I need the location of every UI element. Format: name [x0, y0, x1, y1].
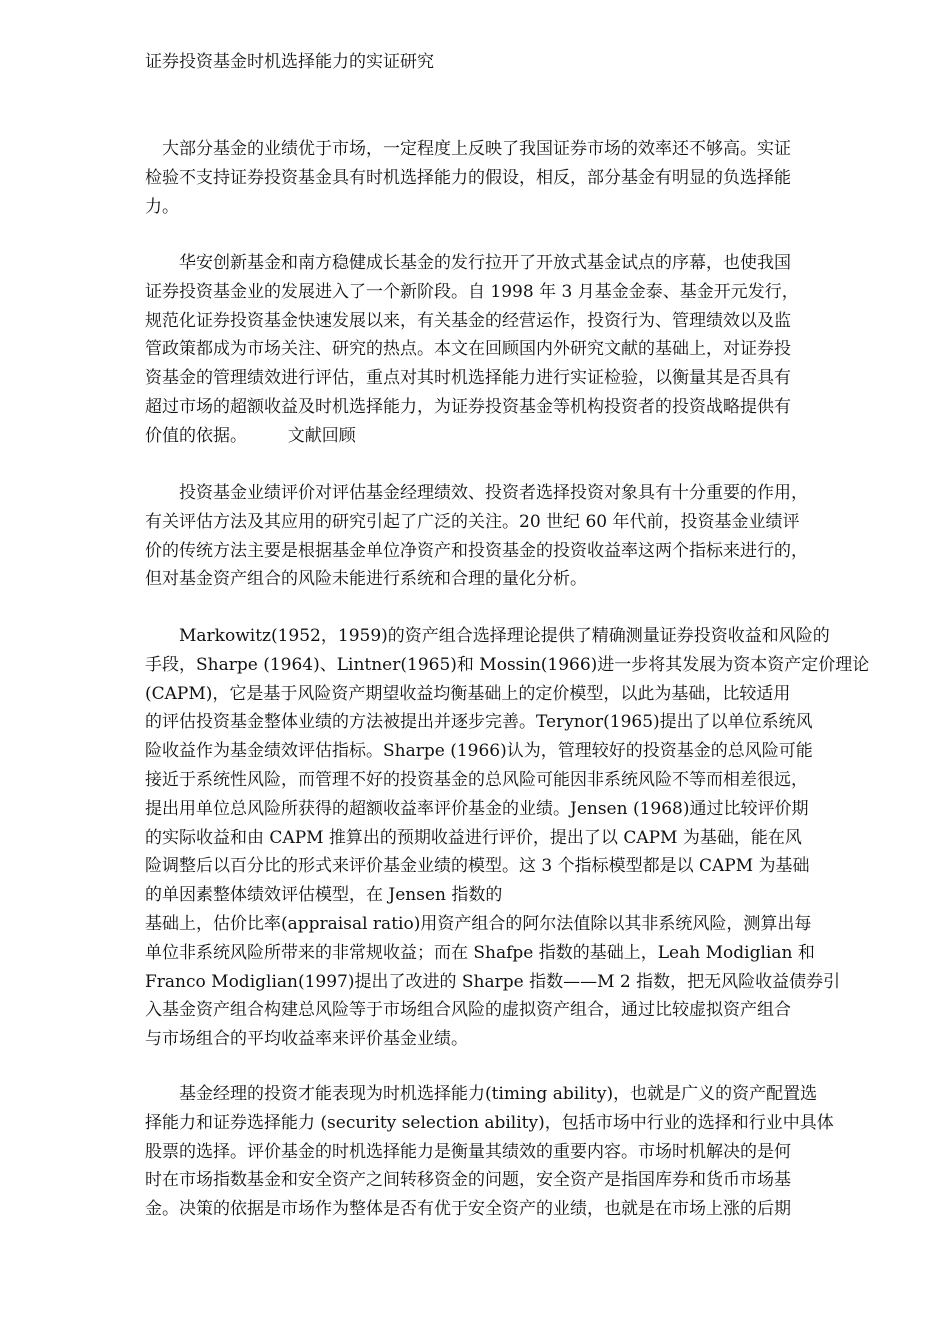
paragraph-evaluation-methods	[145, 479, 885, 594]
text-line	[145, 422, 885, 451]
text-line: 有关评估方法及其应用的研究引起了广泛的关注。20 世纪 60 年代前，投资基金业绩评	[145, 511, 800, 532]
text-line: 单位非系统风险所带来的非常规收益；而在 Shafpe 指数的基础上，Leah Modiglian 和	[145, 942, 815, 963]
section-heading-literature-review: 文献回顾	[287, 425, 356, 446]
text-line: 资基金的管理绩效进行评估，重点对其时机选择能力进行实证检验，以衡量其是否具有	[145, 368, 791, 389]
text-line: 华安创新基金和南方稳健成长基金的发行拉开了开放式基金试点的序幕，也使我国	[145, 253, 791, 273]
text-line: 但对基金资产组合的风险未能进行系统和合理的量化分析。	[145, 569, 587, 590]
text-line: 股票的选择。评价基金的时机选择能力是衡量其绩效的重要内容。市场时机解决的是何	[145, 1141, 791, 1162]
text-line: 管政策都成为市场关注、研究的热点。本文在回顾国内外研究文献的基础上，对证券投	[145, 339, 791, 360]
text-line: 检验不支持证券投资基金具有时机选择能力的假设，相反，部分基金有明显的负选择能	[145, 167, 791, 188]
text-line: 入基金资产组合构建总风险等于市场组合风险的虚拟资产组合，通过比较虚拟资产组合	[145, 1000, 791, 1021]
paragraph-summary	[145, 135, 885, 221]
paragraph-capm-models	[145, 622, 885, 1054]
text-line: 基金经理的投资才能表现为时机选择能力(timing ability)，也就是广义的资产配置选	[145, 1084, 818, 1104]
document-title: 证券投资基金时机选择能力的实证研究	[145, 52, 434, 72]
text-line: 力。	[145, 196, 179, 217]
text-line: 手段，Sharpe (1964)、Lintner(1965)和 Mossin(1966)进一步将其发展为资本资产定价理论	[145, 654, 870, 675]
text-line: 的单因素整体绩效评估模型，在 Jensen 指数的	[145, 885, 503, 906]
text-line: 时在市场指数基金和安全资产之间转移资金的问题，安全资产是指国库券和货币市场基	[145, 1170, 791, 1191]
text-line: (CAPM)，它是基于风险资产期望收益均衡基础上的定价模型，以此为基础，比较适用	[145, 683, 791, 704]
text-line: 投资基金业绩评价对评估基金经理绩效、投资者选择投资对象具有十分重要的作用，	[145, 483, 808, 503]
text-line: 规范化证券投资基金快速发展以来，有关基金的经营运作，投资行为、管理绩效以及监	[145, 310, 791, 331]
text-line: 接近于系统性风险，而管理不好的投资基金的总风险可能因非系统风险不等而相差很远，	[145, 769, 808, 790]
text-line: Markowitz(1952，1959)的资产组合选择理论提供了精确测量证券投资收益和风险的	[145, 626, 830, 646]
text-line: 超过市场的超额收益及时机选择能力，为证券投资基金等机构投资者的投资战略提供有	[145, 396, 791, 417]
paragraph-introduction	[145, 249, 885, 451]
text-line: 择能力和证券选择能力 (security selection ability)，包括市场中行业的选择和行业中具体	[145, 1112, 834, 1133]
text-line: 的评估投资基金整体业绩的方法被提出并逐步完善。Terynor(1965)提出了以单位系统风	[145, 712, 813, 733]
text-line: 证券投资基金业的发展进入了一个新阶段。自 1998 年 3 月基金金泰、基金开元发行，	[145, 281, 799, 302]
text-line: 险收益作为基金绩效评估指标。Sharpe (1966)认为，管理较好的投资基金的总风险可能	[145, 741, 813, 762]
text-line: 与市场组合的平均收益率来评价基金业绩。	[145, 1029, 468, 1050]
text-line: 提出用单位总风险所获得的超额收益率评价基金的业绩。Jensen (1968)通过比较评价期	[145, 798, 809, 819]
text-line: 险调整后以百分比的形式来评价基金业绩的模型。这 3 个指标模型都是以 CAPM 为基础	[145, 856, 810, 877]
text-line-content: 价值的依据。	[145, 425, 247, 446]
text-line: 的实际收益和由 CAPM 推算出的预期收益进行评价，提出了以 CAPM 为基础，能在风	[145, 827, 802, 848]
paragraph-timing-ability	[145, 1080, 885, 1224]
text-line: Franco Modiglian(1997)提出了改进的 Sharpe 指数——M 2 指数，把无风险收益债券引	[145, 971, 841, 992]
text-line: 金。决策的依据是市场作为整体是否有优于安全资产的业绩，也就是在市场上涨的后期	[145, 1199, 791, 1220]
text-line: 基础上，估价比率(appraisal ratio)用资产组合的阿尔法值除以其非系统风险，测算出每	[145, 913, 812, 934]
text-line: 大部分基金的业绩优于市场，一定程度上反映了我国证券市场的效率还不够高。实证	[145, 139, 791, 159]
text-line: 价的传统方法主要是根据基金单位净资产和投资基金的投资收益率这两个指标来进行的，	[145, 540, 808, 561]
